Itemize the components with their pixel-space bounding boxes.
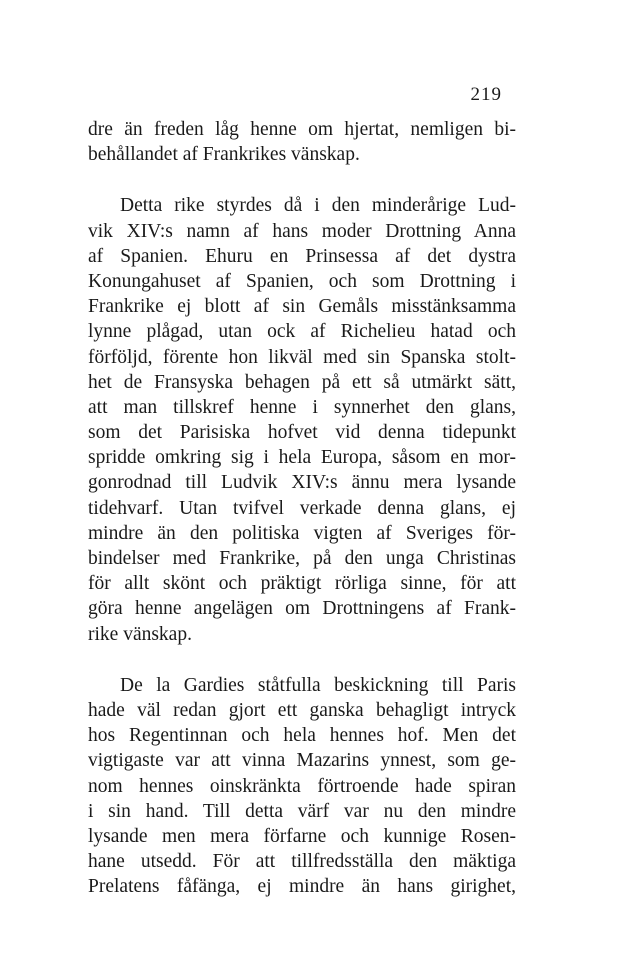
text-line: hane utsedd. För att tillfredsställa den mäktiga bbox=[88, 851, 516, 873]
text-line: behållandet af Frankrikes vänskap. bbox=[88, 144, 360, 166]
paragraph bbox=[88, 673, 516, 900]
paragraph bbox=[88, 117, 516, 167]
text-line: Frankrike ej blott af sin Gemåls misstänksamma bbox=[88, 296, 516, 318]
text-line: hade väl redan gjort ett ganska behagligt intryck bbox=[88, 699, 516, 721]
text-line: lynne plågad, utan ock af Richelieu hatad och bbox=[88, 321, 516, 343]
text-line: vigtigaste var att vinna Mazarins ynnest, som ge- bbox=[88, 750, 516, 772]
text-line: vik XIV:s namn af hans moder Drottning Anna bbox=[88, 220, 516, 242]
text-line: göra henne angelägen om Drottningens af Frank- bbox=[88, 598, 516, 620]
text-line: lysande men mera förfarne och kunnige Rosen- bbox=[88, 825, 516, 847]
text-line: af Spanien. Ehuru en Prinsessa af det dystra bbox=[88, 245, 516, 267]
text-line: i sin hand. Till detta värf var nu den mindre bbox=[88, 800, 516, 822]
text-line: De la Gardies ståtfulla beskickning till Paris bbox=[120, 674, 516, 696]
text-line: tidehvarf. Utan tvifvel verkade denna glans, ej bbox=[88, 497, 516, 519]
text-line: het de Fransyska behagen på ett så utmärkt sätt, bbox=[88, 371, 516, 393]
text-line: som det Parisiska hofvet vid denna tidepunkt bbox=[88, 422, 516, 444]
text-line: dre än freden låg henne om hjertat, nemligen bi- bbox=[88, 119, 516, 140]
text-line: för allt skönt och präktigt rörliga sinne, för att bbox=[88, 573, 516, 595]
paragraph bbox=[88, 193, 516, 646]
text-line: gonrodnad till Ludvik XIV:s ännu mera lysande bbox=[88, 472, 516, 494]
text-line: spridde omkring sig i hela Europa, såsom en mor- bbox=[88, 447, 516, 469]
text-line: förföljd, förente hon likväl med sin Spanska stolt- bbox=[88, 346, 516, 368]
text-line: Konungahuset af Spanien, och som Drottning i bbox=[88, 270, 516, 292]
text-line: bindelser med Frankrike, på den unga Christinas bbox=[88, 548, 516, 569]
text-line: mindre än den politiska vigten af Sveriges för- bbox=[88, 522, 516, 544]
text-line: att man tillskref henne i synnerhet den glans, bbox=[88, 396, 516, 418]
body-text bbox=[88, 117, 516, 899]
text-line: nom hennes oinskränkta förtroende hade spiran bbox=[88, 775, 516, 797]
paragraph-gap bbox=[88, 167, 516, 193]
text-line: rike vänskap. bbox=[88, 623, 192, 645]
page-number: 219 bbox=[470, 84, 502, 105]
paragraph-gap bbox=[88, 647, 516, 673]
text-line: Prelatens fåfänga, ej mindre än hans girighet, bbox=[88, 876, 516, 898]
text-line: Detta rike styrdes då i den minderårige Lud- bbox=[120, 195, 516, 217]
text-line: hos Regentinnan och hela hennes hof. Men det bbox=[88, 725, 516, 747]
